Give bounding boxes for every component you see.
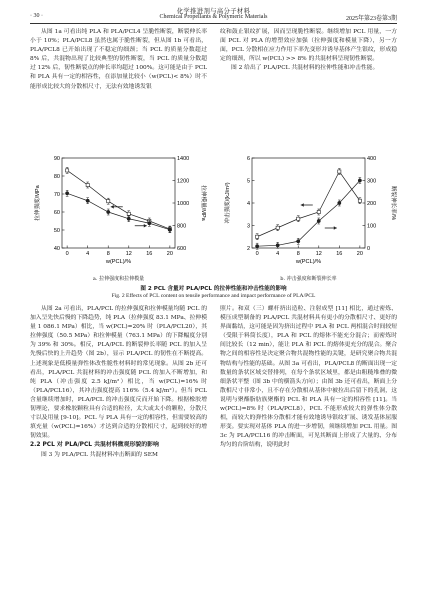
y-right-tick-label: 0: [367, 246, 371, 252]
axis-arrow-head: [301, 203, 304, 207]
y-right-axis-label: 拉伸模量/MPa: [200, 185, 206, 221]
data-point: [86, 183, 89, 186]
chart-a: [33, 156, 208, 265]
x-tick-label: 12: [315, 251, 322, 257]
left-column-top: [30, 28, 207, 144]
figure-caption-zh: 图 2 PCL 含量对 PLA/PCL 的拉伸性能和冲击性能的影响: [140, 286, 287, 292]
y-right-tick-label: 1000: [177, 201, 190, 207]
data-point: [256, 235, 259, 238]
data-point: [276, 244, 279, 247]
journal-title: 化学推进剂与高分子材料: [176, 7, 251, 15]
y-left-tick-label: 90: [53, 156, 60, 162]
series-line: [257, 181, 360, 247]
header-rule: [30, 23, 397, 24]
axis-arrow-head: [111, 205, 114, 209]
paragraph: 图 3 为 PLA/PCL 共混材料冲击断面的 SEM: [41, 451, 158, 458]
data-point: [148, 222, 151, 225]
data-point: [107, 200, 110, 203]
data-point: [276, 226, 279, 229]
y-left-axis-label: 冲击强度/(kJ/m²): [225, 182, 231, 224]
data-point: [107, 210, 110, 213]
plot-frame: [252, 158, 365, 248]
y-left-tick-label: 4: [246, 201, 250, 207]
data-point: [65, 192, 68, 195]
y-left-tick-label: 6: [246, 156, 250, 162]
x-tick-label: 0: [65, 251, 69, 257]
y-right-tick-label: 100: [367, 223, 377, 230]
x-tick-label: 12: [125, 251, 132, 257]
x-tick-label: 16: [336, 251, 343, 257]
y-right-tick-label: 600: [177, 246, 187, 252]
paragraph: 照片。和双（三）螺杆挤出造粒、注射成型 [11] 相比，通过密炼、模压成型制备的 PLA/PCL 共混材料具有更小的分散相尺寸、更好的界面黏结，这可能是因为挤出过程中 PLA 和 PCL 两相混合时间较短（受限于料筒长度），PLA 和 PCL 的熔体不能充分混合；而密炼时间比较长（12 min），能让 PLA 和 PCL 的熔体更充分的混合。聚合物之间的相容性是决定聚合物共混物性能的关键，是研究聚合物共混物结构与性能的基础。从图 3a 可看出，PLA/PCL8 的断面出现一定数量的条状区域交替排列，在每个条状区域里，都是由粗糙堆叠的微细条状平整（图 3b 中的横箭头方向）；由图 3b 还可看出，断面上分散相尺寸非常小，且不存在分散相从基体中被拉出后留下的孔洞，这说明与聚酯脂肪族聚酯的 PCL 和 PLA 具有一定的相容性 [11]。当 w(PCL)=8% 时（PLA/PCL8），PCL 不能形成较大的弹性体分散相，而较大的弹性体分散相才能有效地诱导银纹扩展、诱发基体屈服形变。要实现对基体 PLA 的进一步增韧，须继续增加 PCL 用量。图 3c 为 PLA/PCL16 的冲击断面，可见其断面上形成了大量的、分布均匀的台阶结构，说明此时: [220, 306, 397, 449]
x-tick-label: 4: [276, 251, 280, 257]
subfigure-a-caption: a. 拉伸强度和拉伸模量: [92, 276, 145, 282]
x-tick-label: 8: [296, 251, 300, 257]
x-tick-label: 4: [86, 251, 90, 257]
subfigure-b-caption: b. 冲击强度和断裂伸长率: [280, 276, 337, 282]
y-left-tick-label: 60: [53, 210, 60, 216]
data-point: [127, 217, 130, 220]
paragraph: 从图 2a 可看出，PLA/PCL 的拉伸强度和拉伸模量均随 PCL 的加入呈先快后慢的下降趋势，纯 PLA（拉伸强度 83.1 MPa、拉伸模量 1 086.1 MPa）相比，当 w(PCL)=20% 时（PLA/PCL20），其拉伸强度（50.5 MPa）和拉伸模量（763.1 MPa）的下降幅度分别为 39% 和 30%。相反，PLA/PCL 的断裂伸长率随 PCL 的加入呈先慢后快的上升趋势（图 2b），显示 PLA/PCL 的韧性在不断提高。上述现象是低模量弹性体改性脆性材料时的常见现象。从图 2b 还可看出，PLA/PCL 共混材料的冲击强度随 PCL 的加入不断增加，和纯 PLA（冲击强度 2.5 kJ/m²）相比，当 w(PCL)=16% 时（PLA/PCL16），其冲击强度提高 116%（5.4 kJ/m²）。但当 PCL 含量继续增加时，PLA/PCL 的冲击强度反而开始下降。根据橡胶增韧理论，要求橡胶颗粒具有合适的粒径，太大或太小的颗粒，分散尺寸以及用量 [9-10]。PCL 与 PLA 具有一定的相容性，但需要较高的填充量（w(PCL)=16%）才达到合适的分散相尺寸，起到较好的增韧效果。: [30, 306, 207, 440]
y-right-tick-label: 300: [367, 178, 377, 185]
y-left-tick-label: 3: [246, 223, 250, 230]
y-right-tick-label: 400: [367, 156, 377, 162]
y-left-tick-label: 50: [53, 228, 60, 234]
data-point: [358, 199, 361, 202]
y-right-axis-label: 断裂伸长率/%: [390, 185, 396, 221]
x-tick-label: 8: [106, 251, 110, 257]
x-axis-label: w(PCL)/%: [295, 259, 322, 265]
paragraph: 图 2 给出了 PLA/PCL 共混材料的拉伸性能和冲击性能。: [231, 65, 379, 72]
journal-title-en: Chemical Propellants & Polymeric Materials: [159, 14, 268, 20]
page-number: · 30 ·: [30, 13, 43, 19]
y-right-tick-label: 1200: [177, 178, 190, 185]
y-left-tick-label: 70: [53, 192, 60, 198]
data-point: [338, 201, 341, 204]
data-point: [66, 169, 69, 172]
series-line: [67, 193, 170, 229]
data-point: [127, 212, 130, 215]
data-point: [317, 219, 320, 222]
y-right-tick-label: 200: [367, 201, 377, 207]
data-point: [338, 170, 341, 173]
plot-frame: [62, 158, 175, 248]
x-axis-label: w(PCL)/%: [105, 259, 132, 265]
series-line: [67, 170, 170, 229]
x-tick-label: 16: [146, 251, 153, 257]
data-point: [358, 179, 361, 182]
x-tick-label: 20: [356, 251, 363, 257]
paragraph: 从图 1a 可看出纯 PLA 和 PLA/PCL4 呈脆性断裂，断裂伸长率小于 10%；PLA/PCL8 虽然也属于脆性断裂，但从图 1b 可看出，PLA/PCL8 已开始出现了不稳定的细颈；当 PCL 的质量分数超过 8% 后，共混物出现了比较典型的韧性断裂，当 PCL 的质量分数超过 12% 后，韧性断裂点的伸长率均超过 100%。这可能是由于 PCL 和 PLA 具有一定的相容性，在添加量比较小（w(PCL)< 8%）时不能形成比较大的分散相尺寸，无法有效地诱发银: [30, 29, 207, 90]
data-point: [297, 240, 300, 243]
section-heading: 2.2 PCL 对 PLA/PCL 共混材料微观形貌的影响: [30, 442, 159, 449]
left-column-bottom: [30, 305, 207, 595]
x-tick-label: 0: [255, 251, 259, 257]
axis-arrow-head: [144, 224, 147, 228]
y-right-tick-label: 800: [177, 223, 187, 230]
right-column-top: [220, 28, 397, 144]
x-tick-label: 20: [166, 251, 173, 257]
y-left-tick-label: 80: [53, 174, 60, 180]
series-line: [257, 172, 360, 237]
data-point: [317, 210, 320, 213]
data-point: [168, 228, 171, 231]
axis-arrow-head: [334, 226, 337, 230]
figure-caption-en: Fig. 2 Effects of PCL content on tensile performance and impact performance of PLA/PCL: [111, 293, 316, 299]
data-point: [255, 245, 258, 248]
data-point: [86, 199, 89, 202]
y-left-tick-label: 5: [246, 178, 250, 185]
y-left-axis-label: 拉伸强度/MPa: [35, 185, 41, 221]
data-point: [297, 217, 300, 220]
y-right-tick-label: 1400: [177, 156, 190, 162]
issue-label: 2025年第23卷第3期: [345, 16, 397, 22]
right-column-bottom: [220, 305, 397, 595]
chart-b: [223, 156, 397, 265]
paragraph: 纹和鼓止银纹扩展，因而呈现脆性断裂。继续增加 PCL 用量，一方面 PCL 对 PLA 的增塑效应加强（拉伸强度和模量下降），另一方面，PCL 分散相在应力作用下率先变形并诱导基体产生银纹，形成稳定的细颈，所以 w(PCL) >> 8% 的共混材料呈现韧性断裂。: [220, 29, 397, 63]
y-left-tick-label: 40: [53, 246, 60, 252]
figure-2: [30, 150, 397, 274]
y-left-tick-label: 2: [246, 246, 250, 252]
